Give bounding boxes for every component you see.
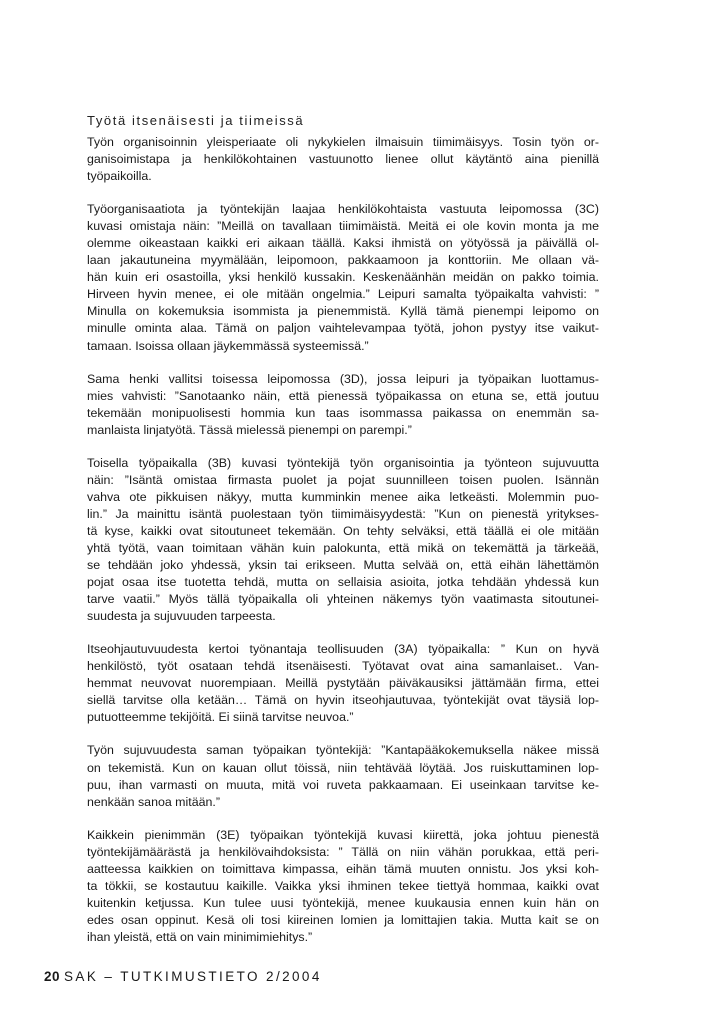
text-line: putuotteemme tekijöitä. Ei siinä tarvitse neuvoa.” [87,710,354,725]
paragraph-container [87,134,599,946]
article-body [87,112,599,962]
text-line: ta tökkii, se kostautuu kaikille. Vaikka yksi ihminen tekee tiettyä hommaa, kaikki ovat [87,878,599,893]
text-line: kuvasi omistaja näin: ”Meillä on tavallaan tiimimäistä. Meitä ei ole kovin monta ja me [87,219,599,234]
text-line: yhtä työtä, vaan toimitaan vähän kuin palokunta, että mikä on tekemättä ja tärkeää, [87,540,599,555]
text-line: näin: ”Isäntä omistaa firmasta puolet ja pojat suunnilleen toisen puolen. Isännän [87,472,599,487]
text-line: Hirveen hyvin menee, ei ole mitään ongelmia.” Leipuri samalta työpaikalta vahvisti: ” [87,287,599,302]
text-line: minulle ominta alaa. Tämä on paljon vaihtelevampaa työtä, johon pystyy itse vaikut- [87,321,599,336]
text-line: nenkään sanoa mitään.” [87,794,220,809]
text-line: suudesta ja sujuvuuden tarpeesta. [87,609,276,624]
text-line: Toisella työpaikalla (3B) kuvasi työntekijä työn organisointia ja työnteon sujuvuutta [87,455,599,470]
text-line: tä kyse, kaikki ovat sitoutuneet tekemään. On tehty selväksi, että täällä ei ole mitään [87,523,599,538]
text-line: työpaikoilla. [87,169,152,184]
text-line: manlaista linjatyötä. Tässä mielessä pienempi on parempi.” [87,422,412,437]
text-line: hemmat neuvovat nuorempiaan. Meillä pystytään päiväkausiksi jättämään firma, ettei [87,676,599,691]
paragraph [87,455,599,625]
text-line: Sama henki vallitsi toisessa leipomossa (3D), jossa leipuri ja työpaikan luottamus- [87,371,599,386]
paragraph [87,827,599,946]
text-line: vahva ote pikkuisen näkyy, mutta kumminkin menee aika letkeästi. Molemmin puo- [87,489,599,504]
text-line: laan jakautuneina myymälään, leipomoon, pakkaamoon ja konttoriin. Me ollaan vä- [87,253,599,268]
paragraph [87,641,599,726]
text-line: tekemään monipuolisesti hommia kun taas isommassa paikassa on enemmän sa- [87,405,599,420]
text-line: työntekijämäärästä ja henkilövaihdoksista: ” Tällä on niin vähän porukkaa, että peri- [87,844,599,859]
text-line: Työn sujuvuudesta saman työpaikan työntekijä: ”Kantapääkokemuksella näkee missä [87,743,599,758]
paragraph [87,201,599,354]
text-line: lin.” Ja mainittu isäntä puolestaan työn tiimimäisyydestä: ”Kun on pienestä yritykses- [87,506,599,521]
text-line: Työorganisaatiota ja työntekijän laajaa henkilökohtaista vastuuta leipomossa (3C) [87,202,599,217]
text-line: mies vahvisti: ”Sanotaanko näin, että pienessä työpaikassa on etuna se, että joutuu [87,388,599,403]
text-line: olemme oikeastaan kaikki eri aikaan täällä. Kaksi ihmistä on yötyössä ja päivällä ol- [87,236,599,251]
paragraph [87,134,599,185]
text-line: ihan yleistä, että on vain minimimiehitys.” [87,929,313,944]
text-line: se tehdään joko yhdessä, yksin tai erikseen. Mutta selvää on, että eihän lähettämön [87,558,599,573]
text-line: kuitenkin ketjussa. Kun tulee uusi työntekijä, menee kuukausia ennen kuin hän on [87,895,599,910]
text-line: on tekemistä. Kun on kauan ollut töissä, niin tehtävää löytää. Jos ruiskuttaminen lop- [87,760,599,775]
text-line: Minulla on kokemuksia isommista ja pienemmistä. Kyllä tämä pienempi leipomo on [87,304,599,319]
text-line: Työn organisoinnin yleisperiaate oli nykykielen ilmaisuin tiimimäisyys. Tosin työn or- [87,135,599,149]
text-line: aatteessa kaikkien on toimittava kimpassa, eihän tämä muuten onnistu. Jos yksi koh- [87,861,599,876]
page-footer [44,969,322,984]
text-line: pojat osaa itse tuotetta tehdä, mutta on sellaisia asioita, jotka tehdään yhdessä kun [87,575,599,590]
text-line: tamaan. Isoissa ollaan jäykemmässä systeemissä.” [87,338,369,353]
text-line: Kaikkein pienimmän (3E) työpaikan työntekijä kuvasi kiirettä, joka johtuu pienestä [87,827,599,842]
page-number: 20 [44,969,61,984]
publication-name: SAK – TUTKIMUSTIETO 2/2004 [64,969,322,984]
paragraph [87,371,599,439]
paragraph [87,742,599,810]
text-line: henkilöstö, työt osataan tehdä itsenäisesti. Työtavat ovat aina samanlaiset.. Van- [87,659,599,674]
text-line: ganisoimistapa ja henkilökohtainen vastuunotto lienee ollut käytäntö aina pienillä [87,152,599,167]
section-heading: Työtä itsenäisesti ja tiimeissä [87,113,305,128]
text-line: edes osan oppinut. Kesä oli tosi kiireinen lomien ja lomittajien takia. Mutta kait se on [87,912,599,927]
text-line: siellä tarvitse olla ketään… Tämä on hyvin itseohjautuvaa, työntekijät ovat täysiä lop- [87,693,599,708]
text-line: puu, ihan varmasti on muuta, mitä voi ruveta pakkaamaan. Ei useinkaan tarvitse ke- [87,777,599,792]
text-line: hän kuin eri osastoilla, yksi henkilö kussakin. Keskenäänhän meidän on pakko toimia. [87,270,599,285]
text-line: tarve vaatii.” Myös tällä työpaikalla oli yhteinen näkemys työn vaatimasta sitoutunei- [87,592,599,607]
text-line: Itseohjautuvuudesta kertoi työnantaja teollisuuden (3A) työpaikalla: ” Kun on hyvä [87,642,599,657]
